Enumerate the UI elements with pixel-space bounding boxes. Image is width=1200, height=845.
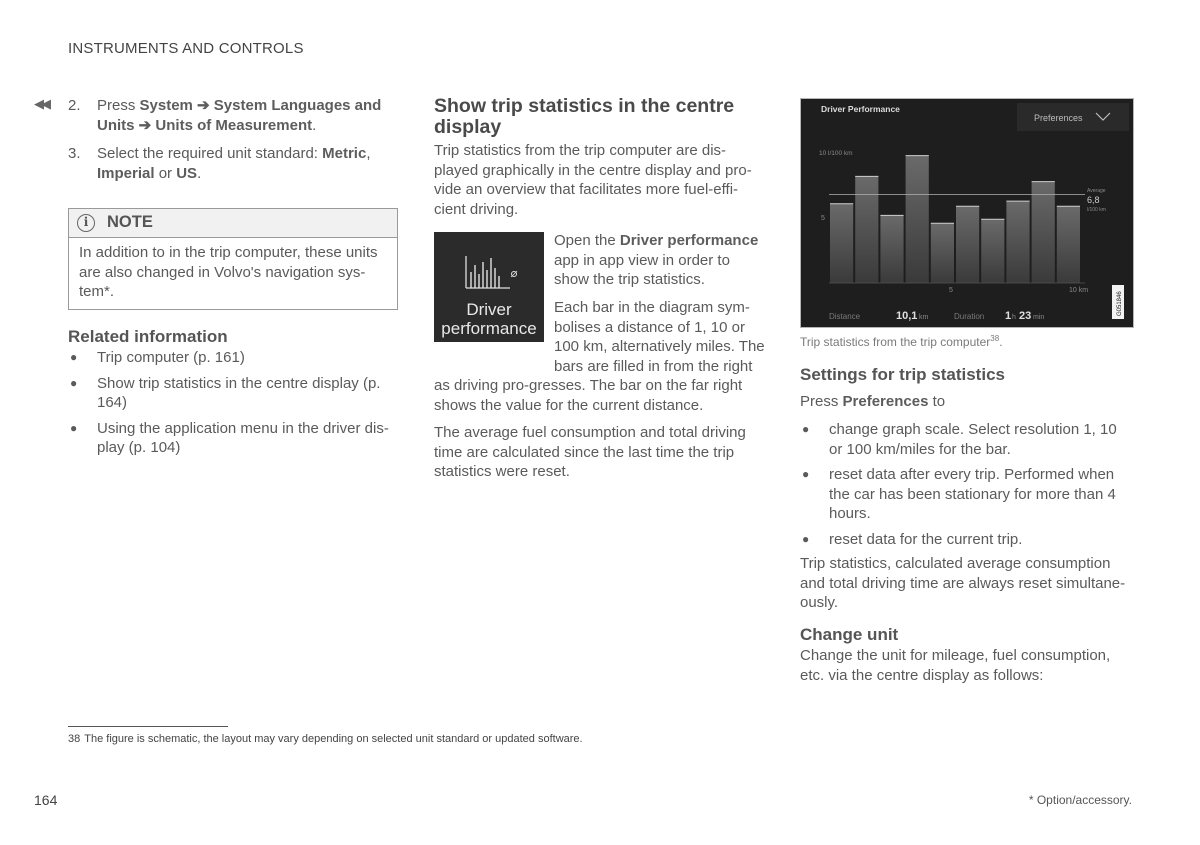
- step-text: Select the required unit standard:: [97, 145, 323, 162]
- chart-bar: [981, 219, 1004, 283]
- duration-hours-unit: h: [1012, 314, 1016, 321]
- chart-bar: [1057, 206, 1080, 283]
- y-tick-label: 5: [821, 215, 825, 222]
- change-unit-title: Change unit: [800, 625, 899, 644]
- related-title: Related information: [68, 327, 228, 346]
- bullet-icon: ●: [802, 467, 810, 481]
- footnote-divider: [68, 726, 228, 727]
- step-number: 3.: [68, 145, 81, 162]
- settings-item: [800, 420, 1129, 459]
- average-label: Average: [1087, 188, 1106, 194]
- settings-item: [800, 465, 1129, 524]
- average-paragraph: The average fuel consumption and total driving time are calculated since the last time the trip statistics were reset.: [434, 424, 746, 480]
- y-axis-label: 10 l/100 km: [819, 150, 853, 157]
- bars-paragraph: [434, 298, 766, 415]
- centre-display-screenshot: [800, 98, 1134, 328]
- change-unit-paragraph: Change the unit for mileage, fuel consumption, etc. via the centre display as follows:: [800, 647, 1111, 684]
- chart-bar: [1006, 201, 1029, 283]
- preferences-label: Preferences: [842, 393, 929, 410]
- menu-system-languages: System Languages and Units: [97, 97, 382, 134]
- option-imperial: Imperial: [97, 164, 155, 182]
- settings-title: Settings for trip statistics: [800, 365, 1005, 384]
- distance-value: 10,1: [896, 310, 918, 322]
- step-number: 2.: [68, 97, 81, 114]
- arrow-icon: ➔: [134, 116, 156, 134]
- chart-bar: [956, 206, 979, 283]
- figure-code: G051846: [1117, 291, 1123, 316]
- menu-units-measurement: Units of Measurement: [155, 116, 313, 134]
- section-title: Show trip statistics in the centre display: [434, 95, 735, 138]
- trip-statistics-chart: [801, 99, 1133, 327]
- app-name: Driver performance: [619, 232, 759, 249]
- para-text: Open the: [554, 232, 620, 249]
- continued-marker: ◀◀: [34, 96, 48, 111]
- press-preferences: [800, 392, 945, 412]
- bullet-icon: ●: [802, 531, 810, 546]
- note-box: [68, 208, 398, 310]
- option-metric: Metric: [322, 145, 367, 162]
- settings-item-text: change graph scale. Select resolution 1, 10 or 100 km/miles for the bar.: [829, 421, 1117, 458]
- footnote-ref: 38: [990, 334, 1000, 343]
- arrow-icon: ➔: [192, 97, 214, 114]
- app-label: Driver performance: [441, 300, 537, 338]
- footnote-number: 38: [68, 733, 81, 745]
- reset-paragraph: Trip statistics, calculated average consumption and total driving time are always reset simultane-ously.: [800, 555, 1126, 611]
- chart-bar: [1032, 182, 1055, 283]
- info-icon: i: [77, 214, 95, 232]
- settings-item-text: reset data after every trip. Performed when the car has been stationary for more than 4 hours.: [829, 466, 1116, 522]
- x-tick-mid: 5: [949, 287, 953, 294]
- note-title: NOTE: [107, 213, 153, 232]
- note-header: [69, 209, 397, 238]
- duration-label: Duration: [954, 312, 985, 321]
- chart-bar: [830, 204, 853, 283]
- settings-item: [800, 530, 1130, 550]
- step-3: [68, 144, 398, 183]
- caption-text: Trip statistics from the trip computer: [800, 335, 991, 349]
- bullet-icon: ●: [70, 420, 78, 435]
- option-accessory-note: * Option/accessory.: [1028, 793, 1132, 807]
- step-text: or: [154, 164, 177, 182]
- menu-system: System: [139, 97, 193, 114]
- settings-item-text: reset data for the current trip.: [829, 530, 1023, 548]
- page-number: 164: [34, 792, 58, 808]
- step-2: [68, 96, 398, 135]
- step-text: ,: [366, 145, 371, 162]
- chart-bar: [931, 223, 954, 283]
- average-value: 6,8: [1087, 195, 1100, 205]
- duration-minutes: 23: [1019, 310, 1032, 322]
- chart-bar: [906, 156, 929, 283]
- chart-bar: [855, 176, 878, 283]
- distance-label: Distance: [829, 312, 861, 321]
- footnote-text: The figure is schematic, the layout may vary depending on selected unit standard or updated software.: [84, 733, 583, 745]
- open-app-paragraph: [554, 231, 766, 290]
- note-body: In addition to in the trip computer, these units are also changed in Volvo's navigation sys-tem*.: [79, 244, 378, 300]
- chart-bar: [880, 215, 903, 283]
- duration-hours: 1: [1005, 310, 1012, 322]
- average-unit: l/100 km: [1087, 207, 1106, 213]
- bullet-icon: ●: [802, 422, 810, 436]
- para-text: to: [928, 393, 946, 410]
- float-spacer: [434, 298, 554, 362]
- bullet-icon: ●: [70, 350, 78, 364]
- duration-minutes-unit: min: [1033, 314, 1045, 321]
- related-list: [68, 348, 398, 464]
- distance-unit: km: [919, 314, 929, 321]
- related-link-text: Show trip statistics in the centre display (p. 164): [97, 374, 381, 411]
- footnote: [68, 733, 583, 745]
- settings-list: [800, 420, 1130, 555]
- preferences-button[interactable]: Preferences: [1034, 113, 1083, 123]
- related-link[interactable]: [68, 348, 398, 368]
- para-text: Each bar in the diagram sym-bolises a distance of 1, 10 or 100 km, alternatively miles. The bars are filled in from the right as driving pro-gresses. The bar on the far right shows the value for the current distance.: [434, 299, 765, 414]
- caption-text: .: [999, 335, 1003, 349]
- bar-chart-icon: [434, 232, 544, 302]
- steps-list: [68, 96, 398, 192]
- para-text: app in app view in order to show the trip statistics.: [554, 251, 730, 288]
- step-text: .: [197, 164, 202, 182]
- step-text: .: [312, 116, 317, 134]
- figure-caption: [800, 334, 1003, 349]
- x-tick-end: 10 km: [1069, 287, 1089, 294]
- para-text: Press: [800, 393, 843, 410]
- intro-paragraph: Trip statistics from the trip computer are dis-played graphically in the centre display and pro-vide an overview that facilitates more fuel-effi-cient driving.: [434, 142, 752, 218]
- step-text: Press: [97, 97, 140, 114]
- related-link[interactable]: [68, 419, 402, 458]
- related-link[interactable]: [68, 374, 382, 413]
- option-us: US: [176, 164, 198, 182]
- related-link-text: Trip computer (p. 161): [97, 349, 245, 366]
- running-header: INSTRUMENTS AND CONTROLS: [68, 40, 304, 57]
- bullet-icon: ●: [70, 375, 78, 390]
- screen-title: Driver Performance: [821, 104, 900, 114]
- related-link-text: Using the application menu in the driver dis-play (p. 104): [97, 419, 389, 456]
